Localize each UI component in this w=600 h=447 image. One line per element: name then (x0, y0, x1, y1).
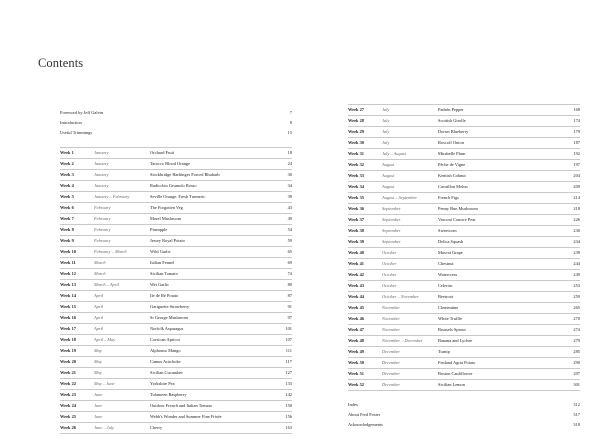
week-page: 49 (287, 216, 292, 221)
week-title: Delica Squash (438, 239, 464, 244)
week-page: 197 (573, 162, 580, 167)
week-page: 270 (573, 316, 580, 321)
week-entry[interactable] (348, 214, 580, 225)
week-month: January (94, 172, 109, 177)
week-page: 226 (573, 217, 580, 222)
week-page: 30 (287, 172, 292, 177)
week-title: Watercress (438, 272, 458, 277)
week-number: Week 40 (348, 250, 364, 255)
week-number: Week 35 (348, 195, 364, 200)
week-month: October (382, 250, 397, 255)
week-title: Wet Garlic (150, 282, 170, 287)
week-month: September (382, 228, 401, 233)
week-number: Week 48 (348, 338, 364, 343)
week-number: Week 34 (348, 184, 364, 189)
week-title: Muscat Grape (438, 250, 463, 255)
week-number: Week 23 (60, 392, 76, 397)
week-entry[interactable] (348, 104, 580, 115)
entry-page: 317 (573, 412, 580, 417)
week-number: Week 19 (60, 348, 76, 353)
contents-right-column (348, 104, 580, 430)
contents-entry[interactable] (60, 108, 292, 118)
week-entry[interactable] (348, 291, 580, 302)
week-number: Week 50 (348, 360, 364, 365)
week-page: 204 (573, 173, 580, 178)
week-title: The Forgotten Veg (150, 205, 183, 210)
week-number: Week 25 (60, 414, 76, 419)
week-title: Cavaillon Melon (438, 184, 468, 189)
week-title: Sweetcorn (438, 228, 457, 233)
week-title: Tarocco Blood Orange (150, 161, 190, 166)
week-month: March (94, 271, 106, 276)
week-entry[interactable] (60, 345, 292, 356)
week-entry[interactable] (348, 346, 580, 357)
week-entry[interactable] (348, 247, 580, 258)
contents-entry[interactable] (60, 128, 292, 138)
week-month: September (382, 239, 401, 244)
week-entry[interactable] (348, 335, 580, 346)
week-number: Week 49 (348, 349, 364, 354)
week-title: Celeriac (438, 283, 453, 288)
week-number: Week 5 (60, 194, 74, 199)
week-title: Morel Mushroom (150, 216, 182, 221)
week-page: 234 (573, 239, 580, 244)
week-month: December (382, 349, 401, 354)
week-month: May (94, 348, 102, 353)
week-entry[interactable] (348, 159, 580, 170)
entry-page: 15 (287, 130, 292, 135)
week-entry[interactable] (348, 115, 580, 126)
entry-title: Index (348, 402, 358, 407)
week-title: Sicilian Lemon (438, 382, 465, 387)
week-page: 97 (287, 315, 292, 320)
front-matter-list (60, 108, 292, 138)
week-title: Wild Garlic (150, 249, 171, 254)
week-number: Week 10 (60, 249, 76, 254)
week-entry[interactable] (348, 148, 580, 159)
week-title: Padrón Pepper (438, 107, 464, 112)
week-title: Norfolk Asparagus (150, 326, 184, 331)
week-number: Week 7 (60, 216, 74, 221)
week-page: 39 (287, 194, 292, 199)
week-title: Radicchio Grumolo Rosso (150, 183, 197, 188)
week-number: Week 2 (60, 161, 74, 166)
week-number: Week 28 (348, 118, 364, 123)
entry-title: Acknowledgements (348, 422, 383, 427)
week-title: Kentish Cobnut (438, 173, 466, 178)
week-page: 18 (287, 150, 292, 155)
week-page: 163 (285, 425, 292, 430)
week-number: Week 44 (348, 294, 364, 299)
week-number: Week 1 (60, 150, 74, 155)
week-month: January (94, 150, 109, 155)
week-page: 54 (287, 227, 292, 232)
week-number: Week 30 (348, 140, 364, 145)
week-entry[interactable] (60, 257, 292, 268)
week-page: 230 (573, 228, 580, 233)
week-page: 156 (285, 414, 292, 419)
week-title: Clementine (438, 305, 459, 310)
week-number: Week 33 (348, 173, 364, 178)
week-month: July (382, 140, 390, 145)
week-page: 168 (573, 107, 580, 112)
week-entry[interactable] (60, 422, 292, 434)
week-month: June (94, 392, 103, 397)
week-title: Corsican Apricot (150, 337, 180, 342)
week-page: 111 (285, 348, 292, 353)
week-title: Jersey Royal Potato (150, 238, 185, 243)
week-number: Week 46 (348, 316, 364, 321)
week-entry[interactable] (60, 400, 292, 411)
week-entry[interactable] (60, 158, 292, 169)
week-page: 192 (573, 151, 580, 156)
week-entry[interactable] (60, 312, 292, 323)
week-entry[interactable] (60, 301, 292, 312)
week-page: 174 (573, 118, 580, 123)
week-entry[interactable] (348, 258, 580, 269)
week-entry[interactable] (348, 192, 580, 203)
page-title: Contents (38, 56, 84, 70)
week-number: Week 29 (348, 129, 364, 134)
week-title: St George Mushroom (150, 315, 188, 320)
week-entry[interactable] (60, 235, 292, 246)
week-page: 279 (573, 338, 580, 343)
week-page: 249 (573, 272, 580, 277)
week-page: 133 (285, 381, 292, 386)
week-page: 218 (573, 206, 580, 211)
week-title: Chestnut (438, 261, 454, 266)
week-entry[interactable] (60, 290, 292, 301)
week-entry[interactable] (60, 279, 292, 290)
contents-entry[interactable] (348, 420, 580, 430)
week-title: White Truffle (438, 316, 462, 321)
contents-entry[interactable] (60, 118, 292, 128)
week-page: 209 (573, 184, 580, 189)
week-month: November (382, 327, 401, 332)
week-number: Week 12 (60, 271, 76, 276)
week-page: 69 (287, 260, 292, 265)
week-entry[interactable] (348, 280, 580, 291)
week-month: October (382, 283, 397, 288)
entry-title: About Fred Foster (348, 412, 381, 417)
week-month: July – August (382, 151, 406, 156)
week-title: Sicilian Tomato (150, 271, 178, 276)
week-number: Week 51 (348, 371, 364, 376)
week-title: Webb's Wonder and Summer Fine Frisée (150, 414, 222, 419)
week-number: Week 41 (348, 261, 364, 266)
week-page: 259 (573, 294, 580, 299)
week-month: September (382, 206, 401, 211)
week-entry[interactable] (348, 126, 580, 137)
week-page: 87 (287, 293, 292, 298)
week-entry[interactable] (348, 269, 580, 280)
week-entry[interactable] (60, 147, 292, 158)
week-number: Week 37 (348, 217, 364, 222)
week-entry[interactable] (348, 302, 580, 313)
week-title: Turnip (438, 349, 450, 354)
entry-title: Useful Trimmings (60, 130, 93, 135)
contents-left-column (60, 108, 292, 434)
week-entry[interactable] (348, 181, 580, 192)
week-number: Week 15 (60, 304, 76, 309)
week-page: 74 (287, 271, 292, 276)
week-entry[interactable] (60, 411, 292, 422)
week-number: Week 3 (60, 172, 74, 177)
week-entry[interactable] (60, 213, 292, 224)
entry-page: 318 (573, 422, 580, 427)
week-entry[interactable] (60, 180, 292, 191)
week-month: July (382, 107, 390, 112)
week-number: Week 13 (60, 282, 76, 287)
week-number: Week 16 (60, 315, 76, 320)
week-month: October (382, 261, 397, 266)
week-page: 301 (573, 382, 580, 387)
week-title: Tulameen Raspberry (150, 392, 187, 397)
week-month: October – November (382, 294, 419, 299)
week-title: Brussels Sprout (438, 327, 466, 332)
week-page: 34 (287, 183, 292, 188)
week-month: February (94, 227, 111, 232)
week-entry[interactable] (348, 225, 580, 236)
week-number: Week 38 (348, 228, 364, 233)
week-entry[interactable] (60, 323, 292, 334)
week-month: January – February (94, 194, 130, 199)
week-month: April (94, 293, 104, 298)
week-month: December (382, 371, 401, 376)
weeks-list-right (348, 104, 580, 391)
week-title: Outdoor French and Italian Tomato (150, 403, 213, 408)
week-title: Sicilian Cucumber (150, 370, 183, 375)
week-month: January (94, 183, 109, 188)
week-entry[interactable] (60, 202, 292, 213)
week-entry[interactable] (60, 378, 292, 389)
week-page: 179 (573, 129, 580, 134)
week-month: March – April (94, 282, 119, 287)
week-page: 290 (573, 360, 580, 365)
week-title: Cherry (150, 425, 163, 430)
week-month: February (94, 205, 111, 210)
week-month: April (94, 304, 104, 309)
week-number: Week 9 (60, 238, 74, 243)
week-page: 214 (573, 195, 580, 200)
week-month: April – May (94, 337, 116, 342)
week-page: 127 (285, 370, 292, 375)
back-matter-list (348, 400, 580, 430)
week-number: Week 6 (60, 205, 74, 210)
week-page: 59 (287, 238, 292, 243)
week-title: Roscoff Onion (438, 140, 464, 145)
week-number: Week 31 (348, 151, 364, 156)
week-number: Week 36 (348, 206, 364, 211)
week-entry[interactable] (348, 379, 580, 391)
week-page: 80 (287, 282, 292, 287)
week-month: August (382, 162, 395, 167)
week-page: 117 (285, 359, 292, 364)
week-page: 274 (573, 327, 580, 332)
week-month: July (382, 118, 390, 123)
entry-page: 8 (289, 120, 292, 125)
week-page: 253 (573, 283, 580, 288)
week-month: November (382, 305, 401, 310)
week-title: Penny Bun Mushroom (438, 206, 478, 211)
week-month: August (382, 184, 395, 189)
week-page: 142 (285, 392, 292, 397)
week-month: May (94, 370, 102, 375)
week-title: Boston Cauliflower (438, 371, 473, 376)
week-page: 43 (287, 205, 292, 210)
week-entry[interactable] (348, 170, 580, 181)
week-number: Week 24 (60, 403, 76, 408)
week-title: Italian Fennel (150, 260, 175, 265)
week-number: Week 26 (60, 425, 76, 430)
week-number: Week 14 (60, 293, 76, 298)
week-page: 297 (573, 371, 580, 376)
week-entry[interactable] (348, 324, 580, 335)
week-number: Week 11 (60, 260, 76, 265)
week-entry[interactable] (60, 367, 292, 378)
weeks-list-left (60, 147, 292, 434)
week-entry[interactable] (348, 368, 580, 379)
week-month: February (94, 238, 111, 243)
week-page: 150 (285, 403, 292, 408)
week-title: Seville Orange, Fresh Turmeric (150, 194, 206, 199)
week-month: October (382, 272, 397, 277)
week-number: Week 20 (60, 359, 76, 364)
week-month: November (382, 316, 401, 321)
week-title: Ile de Ré Potato (150, 293, 179, 298)
week-page: 239 (573, 250, 580, 255)
week-number: Week 45 (348, 305, 364, 310)
week-page: 65 (287, 249, 292, 254)
week-number: Week 18 (60, 337, 76, 342)
week-title: Stockbridge Harbinger Forced Rhubarb (150, 172, 220, 177)
week-page: 101 (285, 326, 292, 331)
contents-entry[interactable] (348, 410, 580, 420)
entry-title: Foreword by Jeff Galvin (60, 110, 104, 115)
week-entry[interactable] (348, 236, 580, 247)
week-month: May (94, 359, 102, 364)
week-month: April (94, 315, 104, 320)
week-title: Beetroot (438, 294, 454, 299)
week-number: Week 17 (60, 326, 76, 331)
week-page: 187 (573, 140, 580, 145)
week-entry[interactable] (60, 389, 292, 400)
week-month: July (382, 129, 390, 134)
week-page: 265 (573, 305, 580, 310)
week-title: Yorkshire Pea (150, 381, 175, 386)
week-entry[interactable] (60, 334, 292, 345)
week-entry[interactable] (60, 191, 292, 202)
week-page: 285 (573, 349, 580, 354)
week-title: Scottish Girolle (438, 118, 466, 123)
week-page: 24 (287, 161, 292, 166)
contents-entry[interactable] (348, 400, 580, 410)
week-title: Dorset Blueberry (438, 129, 469, 134)
week-month: November – December (382, 338, 423, 343)
week-month: June (94, 403, 103, 408)
week-page: 244 (573, 261, 580, 266)
week-entry[interactable] (348, 203, 580, 214)
week-month: May – June (94, 381, 115, 386)
week-number: Week 21 (60, 370, 76, 375)
week-month: March (94, 260, 106, 265)
week-number: Week 52 (348, 382, 364, 387)
week-month: April (94, 326, 104, 331)
week-number: Week 32 (348, 162, 364, 167)
week-title: Banana and Lychee (438, 338, 473, 343)
week-title: Pêche de Vigne (438, 162, 466, 167)
week-number: Week 43 (348, 283, 364, 288)
week-number: Week 39 (348, 239, 364, 244)
week-page: 91 (287, 304, 292, 309)
week-month: February (94, 216, 111, 221)
week-title: Pineapple (150, 227, 168, 232)
week-entry[interactable] (60, 268, 292, 279)
week-title: Gariguette Strawberry (150, 304, 190, 309)
week-month: August – September (382, 195, 418, 200)
week-month: December (382, 360, 401, 365)
entry-page: 7 (289, 110, 292, 115)
week-entry[interactable] (348, 313, 580, 324)
entry-page: 312 (573, 402, 580, 407)
week-number: Week 4 (60, 183, 74, 188)
entry-title: Introduction (60, 120, 82, 125)
week-title: Camus Artichoke (150, 359, 181, 364)
week-number: Week 8 (60, 227, 74, 232)
week-number: Week 42 (348, 272, 364, 277)
week-entry[interactable] (348, 137, 580, 148)
week-number: Week 27 (348, 107, 364, 112)
week-number: Week 47 (348, 327, 364, 332)
week-month: February – March (94, 249, 127, 254)
week-month: June – July (94, 425, 114, 430)
week-month: January (94, 161, 109, 166)
week-month: September (382, 217, 401, 222)
week-title: Orchard Fruit (150, 150, 175, 155)
week-title: Vasconi Comice Pear (438, 217, 476, 222)
week-title: French Figs (438, 195, 459, 200)
week-entry[interactable] (60, 356, 292, 367)
week-entry[interactable] (60, 246, 292, 257)
week-entry[interactable] (348, 357, 580, 368)
week-title: Alphonso Mango (150, 348, 181, 353)
week-title: Fenland Agria Potato (438, 360, 476, 365)
week-title: Mirabelle Plum (438, 151, 466, 156)
week-page: 107 (285, 337, 292, 342)
week-number: Week 22 (60, 381, 76, 386)
week-entry[interactable] (60, 224, 292, 235)
week-month: August (382, 173, 395, 178)
week-entry[interactable] (60, 169, 292, 180)
week-month: December (382, 382, 401, 387)
week-month: June (94, 414, 103, 419)
